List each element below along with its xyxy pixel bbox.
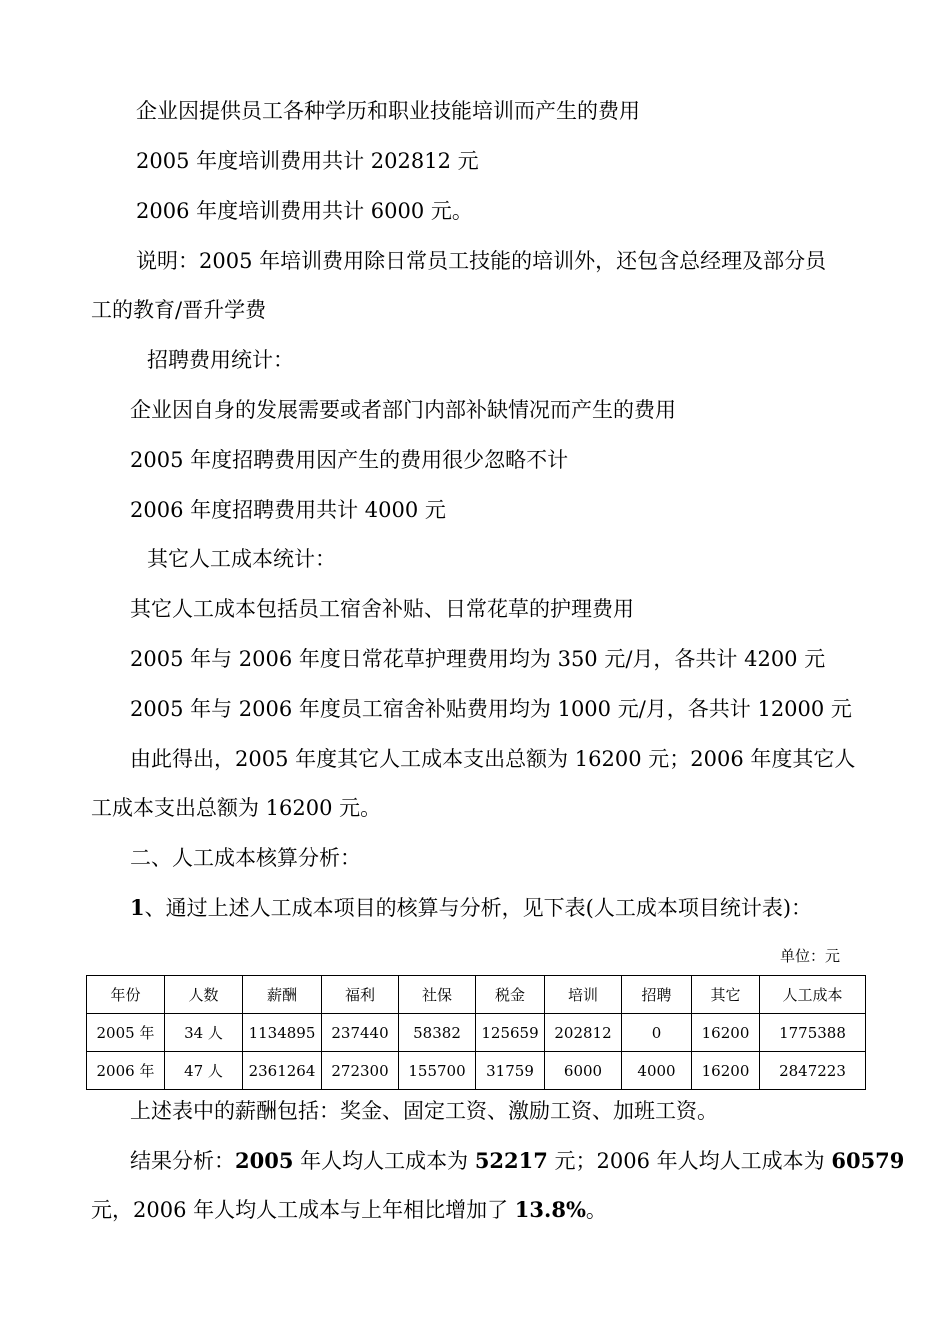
cell-headcount: 34 人	[165, 1014, 243, 1052]
salary-note: 上述表中的薪酬包括：奖金、固定工资、激励工资、加班工资。	[130, 1099, 718, 1123]
training-2005: 2005 年度培训费用共计 202812 元	[136, 149, 479, 173]
header-social: 社保	[399, 976, 476, 1014]
result-value-2005: 52217	[474, 1148, 548, 1173]
recruit-heading: 招聘费用统计：	[147, 348, 294, 372]
unit-label: 单位：元	[780, 947, 841, 965]
training-desc: 企业因提供员工各种学历和职业技能培训而产生的费用	[136, 99, 640, 123]
table-row	[87, 1052, 866, 1090]
cell-total: 2847223	[760, 1052, 866, 1090]
cell-salary: 2361264	[243, 1052, 322, 1090]
training-note-line2: 工的教育/晋升学费	[91, 298, 267, 322]
result-prefix: 结果分析：	[130, 1149, 235, 1173]
cell-total: 1775388	[760, 1014, 866, 1052]
cell-recruit: 0	[622, 1014, 692, 1052]
other-dorm: 2005 年与 2006 年度员工宿舍补贴费用均为 1000 元/月，各共计 12000 元	[130, 697, 852, 721]
other-flowers: 2005 年与 2006 年度日常花草护理费用均为 350 元/月，各共计 4200 元	[130, 647, 826, 671]
result-mid2: 元；2006 年人均人工成本为	[547, 1149, 832, 1173]
recruit-desc: 企业因自身的发展需要或者部门内部补缺情况而产生的费用	[130, 398, 676, 422]
cell-recruit: 4000	[622, 1052, 692, 1090]
result-value-2006: 60579	[831, 1148, 905, 1173]
cell-salary: 1134895	[243, 1014, 322, 1052]
result-line1	[130, 1147, 904, 1175]
header-other: 其它	[692, 976, 760, 1014]
header-year: 年份	[87, 976, 165, 1014]
result-end: 。	[585, 1198, 607, 1222]
header-salary: 薪酬	[243, 976, 322, 1014]
cell-year: 2005 年	[87, 1014, 165, 1052]
other-summary-line2: 工成本支出总额为 16200 元。	[91, 796, 382, 820]
cell-welfare: 237440	[322, 1014, 399, 1052]
result-percent: 13.8%	[514, 1197, 586, 1222]
cell-social: 155700	[399, 1052, 476, 1090]
cell-tax: 125659	[476, 1014, 545, 1052]
result-mid1: 年人均人工成本为	[293, 1149, 475, 1173]
cell-welfare: 272300	[322, 1052, 399, 1090]
recruit-2005: 2005 年度招聘费用因产生的费用很少忽略不计	[130, 448, 569, 472]
item-text: 、通过上述人工成本项目的核算与分析，见下表(人工成本项目统计表)：	[144, 896, 813, 920]
section2-heading: 二、人工成本核算分析：	[130, 846, 361, 870]
cost-table	[86, 975, 866, 1090]
cell-training: 202812	[545, 1014, 622, 1052]
header-headcount: 人数	[165, 976, 243, 1014]
result-compare: 元，2006 年人均人工成本与上年相比增加了	[91, 1198, 515, 1222]
other-heading: 其它人工成本统计：	[147, 547, 336, 571]
training-2006: 2006 年度培训费用共计 6000 元。	[136, 199, 473, 223]
recruit-2006: 2006 年度招聘费用共计 4000 元	[130, 498, 446, 522]
header-recruit: 招聘	[622, 976, 692, 1014]
cell-social: 58382	[399, 1014, 476, 1052]
header-total: 人工成本	[760, 976, 866, 1014]
result-year-2005: 2005	[235, 1148, 294, 1173]
other-summary-line1: 由此得出，2005 年度其它人工成本支出总额为 16200 元；2006 年度其它人	[130, 747, 856, 771]
result-line2	[91, 1196, 607, 1224]
cell-year: 2006 年	[87, 1052, 165, 1090]
item-number: 1	[130, 895, 145, 920]
cell-training: 6000	[545, 1052, 622, 1090]
cell-headcount: 47 人	[165, 1052, 243, 1090]
section2-item1	[130, 894, 812, 922]
cell-other: 16200	[692, 1052, 760, 1090]
table-header-row	[87, 976, 866, 1014]
header-training: 培训	[545, 976, 622, 1014]
cell-other: 16200	[692, 1014, 760, 1052]
header-welfare: 福利	[322, 976, 399, 1014]
other-desc: 其它人工成本包括员工宿舍补贴、日常花草的护理费用	[130, 597, 634, 621]
cell-tax: 31759	[476, 1052, 545, 1090]
table-row	[87, 1014, 866, 1052]
training-note-line1: 说明：2005 年培训费用除日常员工技能的培训外，还包含总经理及部分员	[136, 249, 827, 273]
header-tax: 税金	[476, 976, 545, 1014]
